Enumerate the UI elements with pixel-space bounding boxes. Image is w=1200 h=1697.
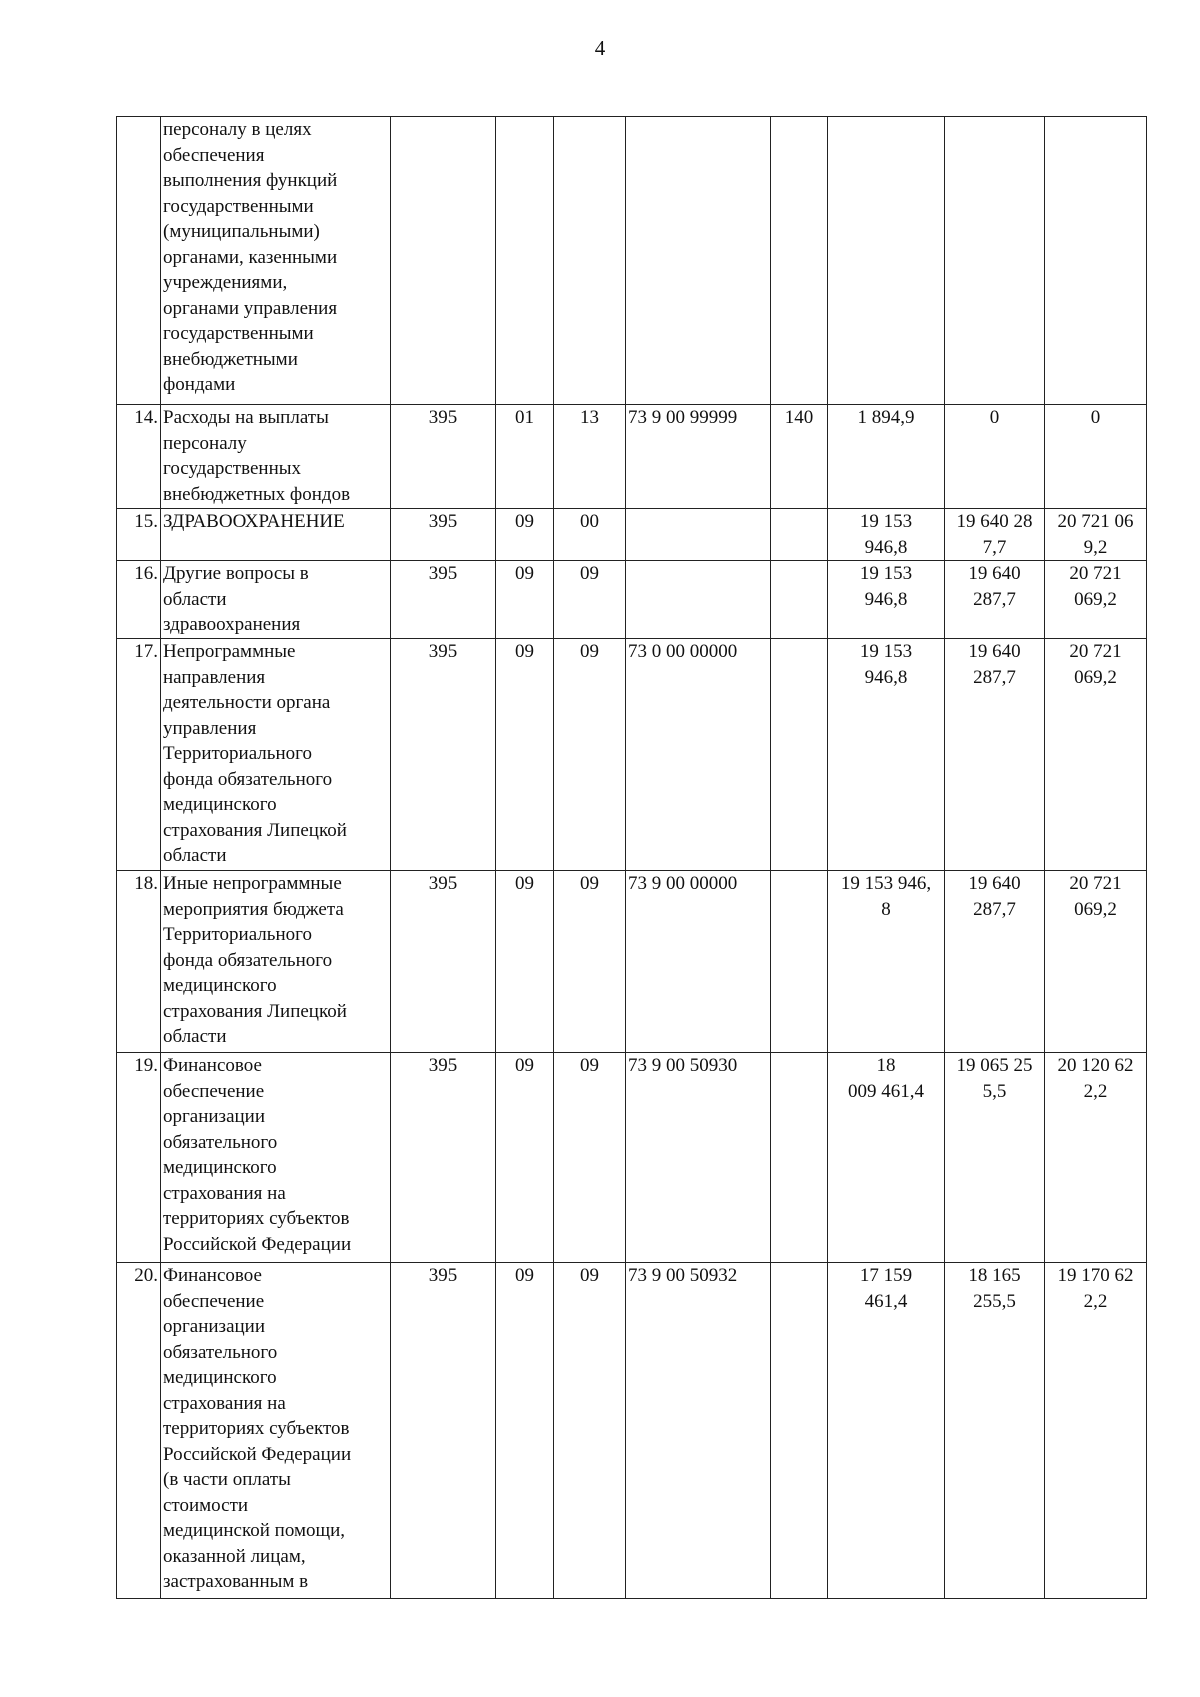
row-number: 19.	[117, 1053, 161, 1263]
table-row	[117, 509, 1147, 561]
amount-year-3: 0	[1045, 405, 1147, 509]
expense-type-code	[771, 1263, 828, 1599]
admin-code: 395	[391, 871, 496, 1053]
amount-year-3	[1045, 117, 1147, 405]
subsection-code: 00	[554, 509, 626, 561]
amount-year-1: 19 153 946,8	[828, 639, 945, 871]
amount-year-2: 19 640 287,7	[945, 871, 1045, 1053]
amount-year-2: 18 165 255,5	[945, 1263, 1045, 1599]
row-number: 14.	[117, 405, 161, 509]
section-code: 09	[496, 1263, 554, 1599]
table-row	[117, 639, 1147, 871]
amount-year-1: 19 153 946,8	[828, 509, 945, 561]
amount-year-2	[945, 117, 1045, 405]
expense-type-code	[771, 871, 828, 1053]
amount-year-1: 19 153 946, 8	[828, 871, 945, 1053]
table-row	[117, 117, 1147, 405]
row-name: персоналу в целях обеспечения выполнения функций государственными (муниципальными) органами, казенными учреждениями, органами управления государственными внебюджетными фондами	[161, 117, 391, 405]
section-code	[496, 117, 554, 405]
table-row	[117, 1263, 1147, 1599]
amount-year-3: 20 721 069,2	[1045, 639, 1147, 871]
expense-type-code	[771, 509, 828, 561]
row-name: Непрограммные направления деятельности органа управления Территориального фонда обязательного медицинского страхования Липецкой области	[161, 639, 391, 871]
target-code: 73 9 00 00000	[626, 871, 771, 1053]
row-name: ЗДРАВООХРАНЕНИЕ	[161, 509, 391, 561]
section-code: 01	[496, 405, 554, 509]
expense-type-code	[771, 561, 828, 639]
row-name: Финансовое обеспечение организации обязательного медицинского страхования на территориях субъектов Российской Федерации	[161, 1053, 391, 1263]
target-code: 73 0 00 00000	[626, 639, 771, 871]
amount-year-1: 1 894,9	[828, 405, 945, 509]
amount-year-2: 19 640 287,7	[945, 639, 1045, 871]
target-code: 73 9 00 99999	[626, 405, 771, 509]
target-code	[626, 117, 771, 405]
table-row	[117, 405, 1147, 509]
admin-code: 395	[391, 405, 496, 509]
amount-year-1	[828, 117, 945, 405]
subsection-code: 09	[554, 639, 626, 871]
page-number: 4	[594, 36, 606, 60]
subsection-code: 09	[554, 1053, 626, 1263]
amount-year-1: 17 159 461,4	[828, 1263, 945, 1599]
section-code: 09	[496, 871, 554, 1053]
amount-year-2: 19 640 287,7	[945, 561, 1045, 639]
admin-code: 395	[391, 639, 496, 871]
table-row	[117, 871, 1147, 1053]
table-row	[117, 1053, 1147, 1263]
row-name: Финансовое обеспечение организации обязательного медицинского страхования на территориях субъектов Российской Федерации (в части оплаты стоимости медицинской помощи, оказанной лицам, застрахованным в	[161, 1263, 391, 1599]
row-number: 16.	[117, 561, 161, 639]
subsection-code: 09	[554, 871, 626, 1053]
admin-code	[391, 117, 496, 405]
row-name: Иные непрограммные мероприятия бюджета Территориального фонда обязательного медицинского страхования Липецкой области	[161, 871, 391, 1053]
amount-year-1: 19 153 946,8	[828, 561, 945, 639]
subsection-code	[554, 117, 626, 405]
admin-code: 395	[391, 561, 496, 639]
amount-year-3: 20 721 069,2	[1045, 871, 1147, 1053]
expense-type-code	[771, 1053, 828, 1263]
section-code: 09	[496, 1053, 554, 1263]
expense-type-code: 140	[771, 405, 828, 509]
amount-year-2: 19 065 25 5,5	[945, 1053, 1045, 1263]
row-name: Другие вопросы в области здравоохранения	[161, 561, 391, 639]
subsection-code: 09	[554, 1263, 626, 1599]
row-number	[117, 117, 161, 405]
target-code: 73 9 00 50930	[626, 1053, 771, 1263]
target-code: 73 9 00 50932	[626, 1263, 771, 1599]
amount-year-3: 20 721 069,2	[1045, 561, 1147, 639]
amount-year-3: 19 170 62 2,2	[1045, 1263, 1147, 1599]
subsection-code: 13	[554, 405, 626, 509]
amount-year-2: 19 640 28 7,7	[945, 509, 1045, 561]
amount-year-3: 20 721 06 9,2	[1045, 509, 1147, 561]
admin-code: 395	[391, 1053, 496, 1263]
table-row	[117, 561, 1147, 639]
row-number: 20.	[117, 1263, 161, 1599]
subsection-code: 09	[554, 561, 626, 639]
admin-code: 395	[391, 509, 496, 561]
amount-year-2: 0	[945, 405, 1045, 509]
expense-type-code	[771, 117, 828, 405]
section-code: 09	[496, 561, 554, 639]
target-code	[626, 509, 771, 561]
amount-year-1: 18 009 461,4	[828, 1053, 945, 1263]
admin-code: 395	[391, 1263, 496, 1599]
budget-table	[116, 116, 1147, 1599]
row-number: 18.	[117, 871, 161, 1053]
row-number: 17.	[117, 639, 161, 871]
section-code: 09	[496, 509, 554, 561]
row-number: 15.	[117, 509, 161, 561]
target-code	[626, 561, 771, 639]
expense-type-code	[771, 639, 828, 871]
amount-year-3: 20 120 62 2,2	[1045, 1053, 1147, 1263]
row-name: Расходы на выплаты персоналу государственных внебюджетных фондов	[161, 405, 391, 509]
section-code: 09	[496, 639, 554, 871]
